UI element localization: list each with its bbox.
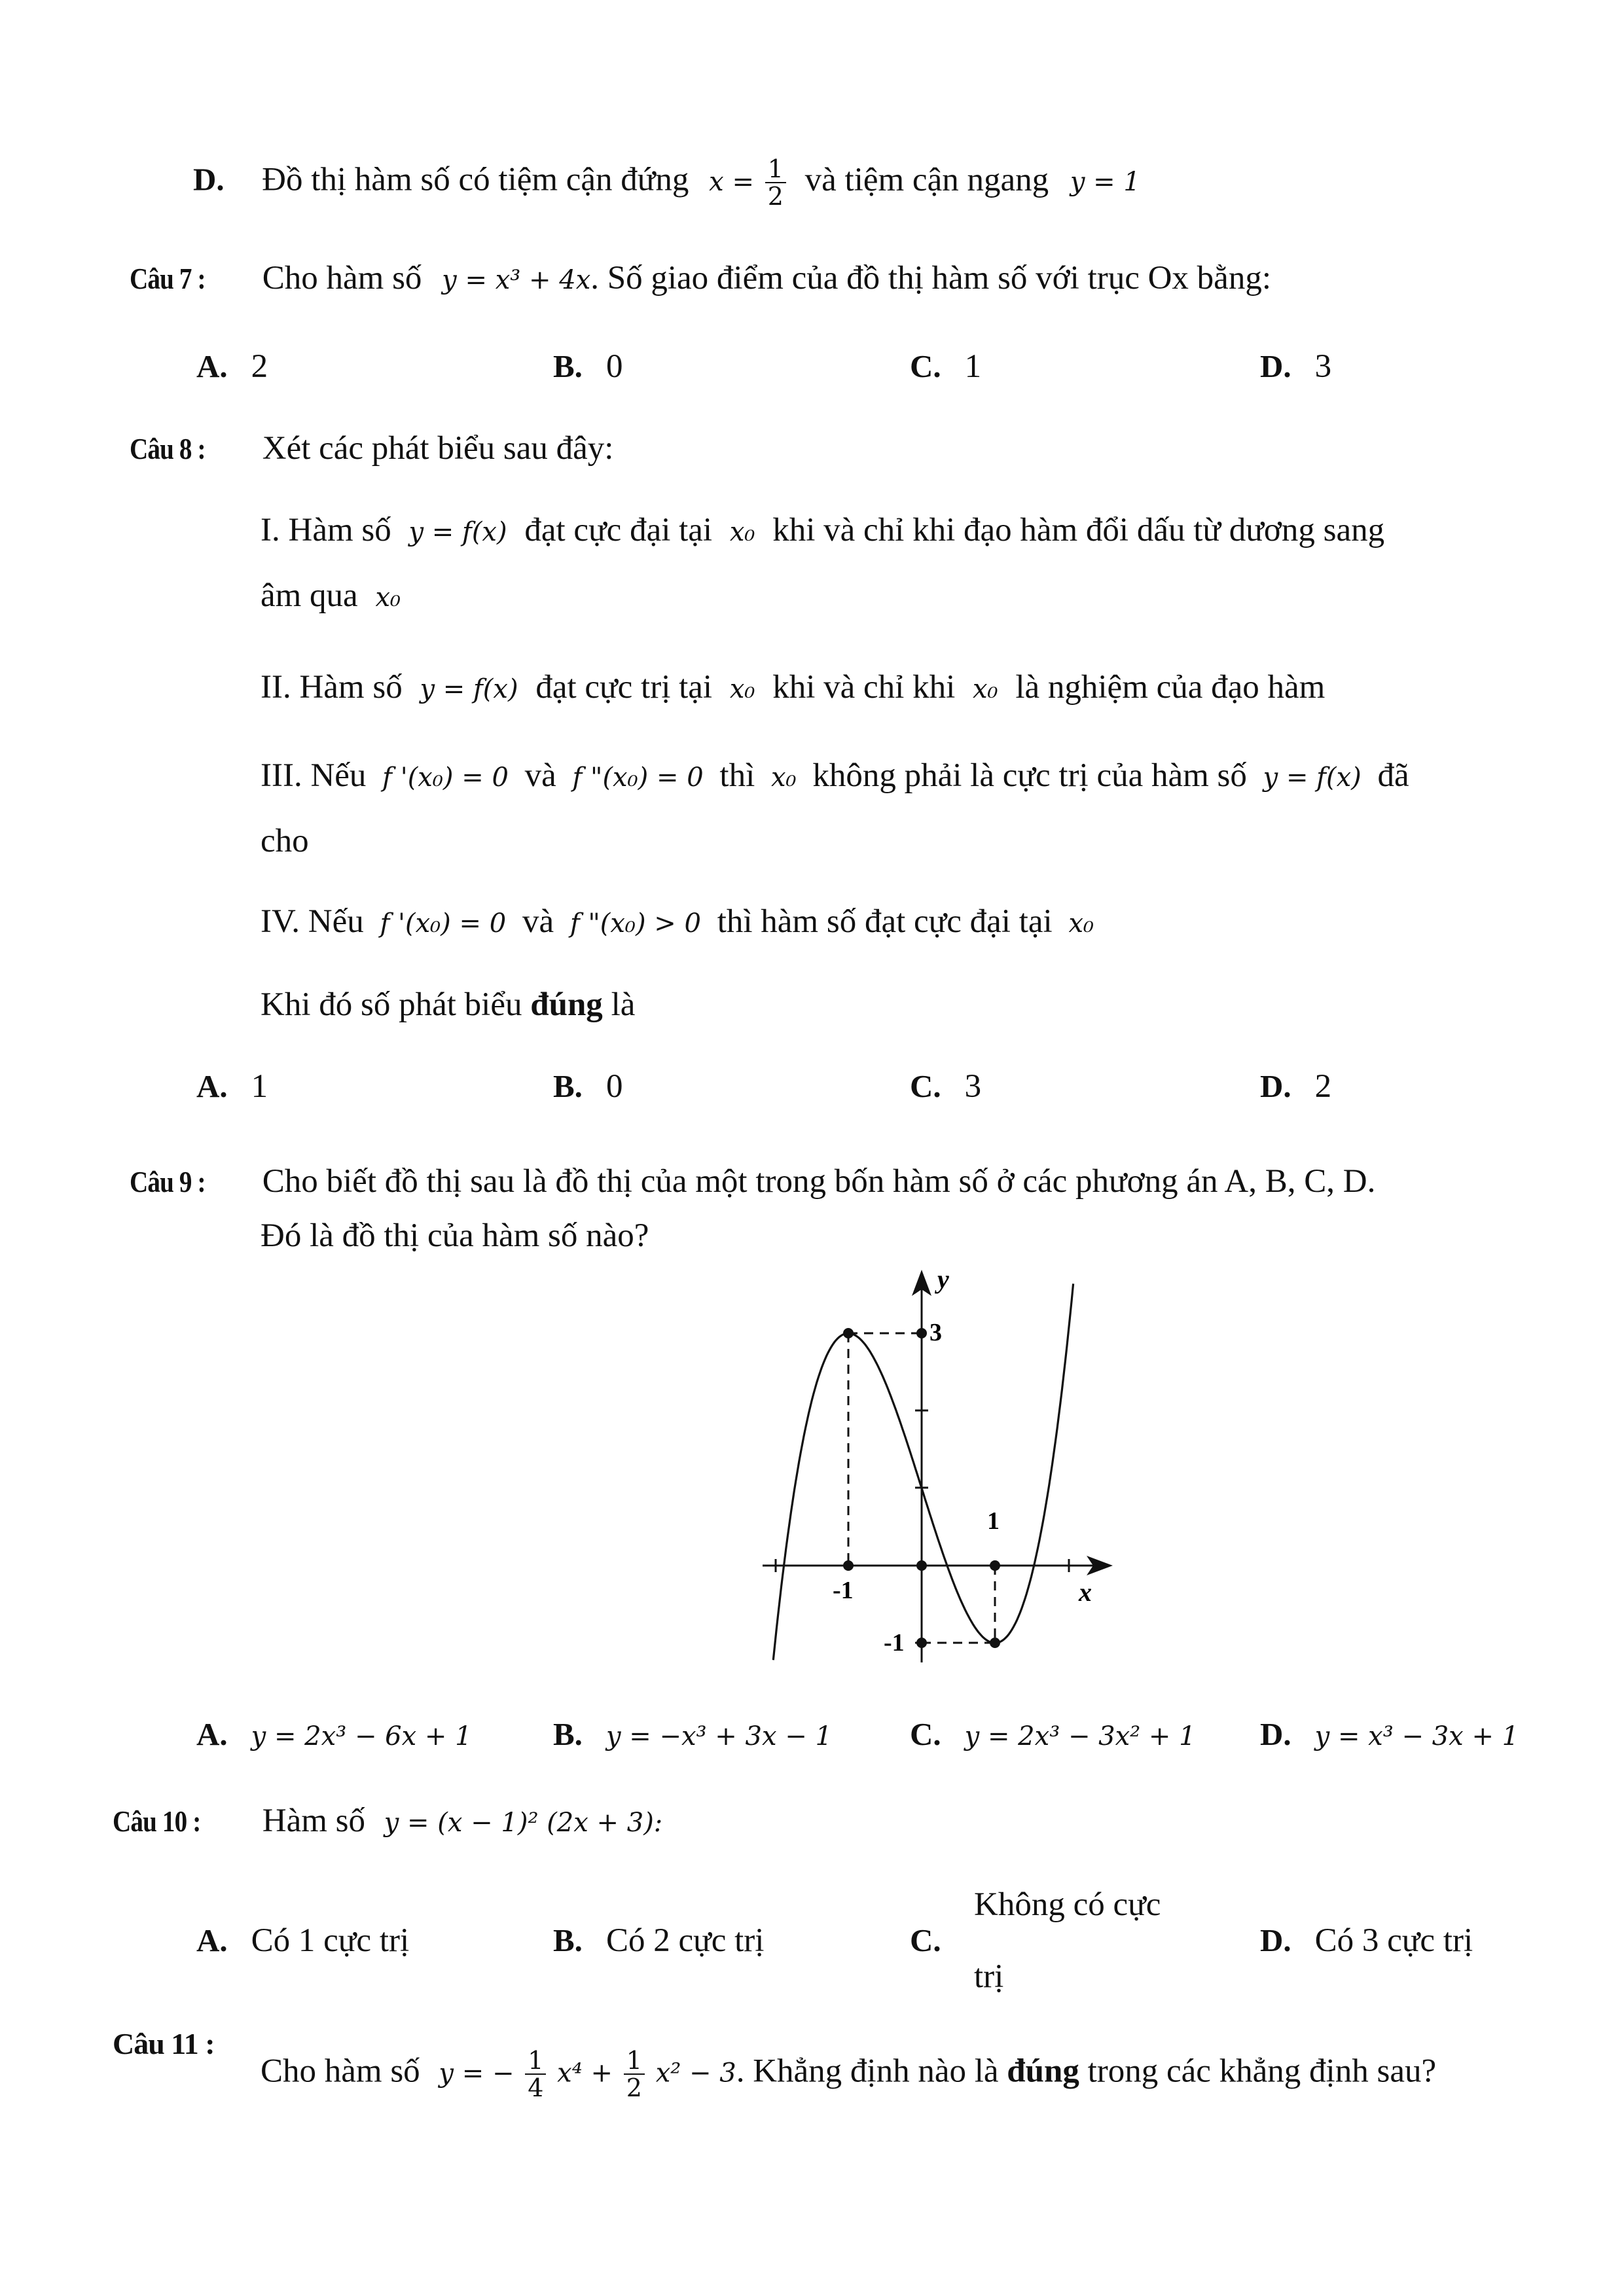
q9-option-c[interactable]: [910, 1715, 1196, 1756]
math-expression: x₀: [1068, 908, 1094, 939]
option-value: Có 1 cực trị: [251, 1922, 410, 1959]
option-text: và tiệm cận ngang: [804, 161, 1049, 198]
statement-text: IV. Nếu: [261, 903, 364, 940]
min-point: [990, 1638, 1000, 1648]
q10-option-c[interactable]: [910, 1921, 941, 1960]
statement-text: III. Nếu: [261, 757, 367, 794]
option-value: Không có cực: [974, 1886, 1161, 1923]
question-text: trong các khẳng định sau?: [1087, 2053, 1437, 2090]
option-label: C.: [910, 1716, 941, 1752]
math-expression: x² − 3: [655, 2058, 736, 2089]
y-3-label: 3: [929, 1319, 942, 1346]
math-expression: f "(x₀) > 0: [569, 908, 701, 939]
question-11-label: [113, 2024, 215, 2064]
question-9: [130, 1162, 1375, 1202]
fraction-denominator: 2: [765, 182, 786, 209]
statement-4: [261, 902, 1094, 943]
x-1-point: [990, 1560, 1000, 1571]
math-expression: y = f(x): [420, 674, 518, 704]
option-value: 1: [964, 348, 982, 385]
option-label: B.: [553, 1716, 583, 1752]
math-expression: x₀: [729, 517, 755, 547]
statement-text: đạt cực trị tại: [535, 669, 713, 706]
question-9-cont: [261, 1216, 649, 1255]
option-value: 1: [251, 1068, 268, 1105]
statement-text: đạt cực đại tại: [524, 512, 713, 548]
math-expression: y = 1: [1070, 166, 1140, 197]
math-expression: y = −: [439, 2058, 514, 2089]
question-text: . Số giao điểm của đồ thị hàm số với trục Ox bằng:: [590, 260, 1271, 296]
fraction-numerator: 1: [767, 154, 784, 183]
y-neg1-point: [916, 1638, 927, 1648]
question-text: Cho biết đồ thị sau là đồ thị của một trong bốn hàm số ở các phương án A, B, C, D.: [262, 1163, 1376, 1200]
option-value: y = 2x³ − 6x + 1: [251, 1721, 472, 1751]
question-text: Cho hàm số: [262, 260, 422, 296]
question-text: Đó là đồ thị của hàm số nào?: [261, 1217, 649, 1254]
question-label: Câu 7 :: [130, 262, 206, 295]
q9-option-a[interactable]: [196, 1715, 472, 1756]
math-expression: x₀: [729, 674, 755, 704]
option-label: A.: [196, 1068, 228, 1104]
question-label: Câu 11 :: [113, 2027, 215, 2060]
function-graph: [753, 1257, 1132, 1676]
fraction-denominator: 2: [624, 2073, 645, 2101]
q10-option-c-text: [974, 1885, 1161, 1924]
fraction-numerator: 1: [528, 2046, 544, 2075]
y-axis-label: y: [937, 1265, 949, 1294]
statement-text: I. Hàm số: [261, 512, 391, 548]
fraction-denominator: 4: [525, 2073, 546, 2101]
option-value: y = x³ − 3x + 1: [1314, 1721, 1519, 1751]
statement-text: không phải là cực trị của hàm số: [812, 757, 1247, 794]
q8-option-c[interactable]: [910, 1067, 981, 1106]
fraction-numerator: 1: [626, 2046, 642, 2075]
question-text: Cho hàm số: [261, 2053, 420, 2090]
q7-option-d[interactable]: [1260, 347, 1331, 386]
q6-option-d[interactable]: [193, 156, 1140, 209]
conclusion-text: Khi đó số phát biểu: [261, 986, 522, 1023]
math-expression: y = (x − 1)² (2x + 3):: [384, 1808, 663, 1838]
option-label: D.: [193, 161, 225, 198]
option-value: 0: [605, 348, 623, 385]
q10-option-b[interactable]: [553, 1921, 764, 1960]
q8-option-b[interactable]: [553, 1067, 623, 1106]
y-3-point: [916, 1328, 927, 1338]
math-expression: y = f(x): [1263, 762, 1362, 793]
option-label: D.: [1260, 1922, 1291, 1958]
math-expression: x⁴ +: [557, 2058, 613, 2089]
statement-text: và: [524, 757, 556, 794]
option-value: 0: [605, 1068, 623, 1105]
question-10: [113, 1801, 662, 1842]
math-expression: x₀: [375, 583, 401, 613]
question-label: Câu 8 :: [130, 432, 206, 465]
x-neg1-label: -1: [833, 1577, 854, 1604]
math-expression: x =: [709, 166, 754, 197]
option-value: y = 2x³ − 3x² + 1: [964, 1721, 1196, 1751]
x-1-label: 1: [987, 1507, 1000, 1535]
question-8: [130, 429, 613, 469]
math-expression: f '(x₀) = 0: [380, 908, 507, 939]
conclusion-text: là: [611, 986, 636, 1023]
option-label: A.: [196, 1922, 228, 1958]
option-value: Có 2 cực trị: [605, 1922, 765, 1959]
max-point: [843, 1328, 854, 1338]
math-expression: x₀: [972, 674, 998, 704]
option-value: 3: [1314, 348, 1332, 385]
option-label: C.: [910, 348, 941, 384]
statement-3-cont: [261, 821, 309, 861]
y-neg1-label: -1: [884, 1629, 905, 1657]
option-value: 2: [1314, 1068, 1332, 1105]
q10-option-c-text-2: [974, 1957, 1003, 1996]
q7-option-c[interactable]: [910, 347, 981, 386]
option-label: D.: [1260, 348, 1291, 384]
option-value: y = −x³ + 3x − 1: [605, 1721, 832, 1751]
option-value: Có 3 cực trị: [1314, 1922, 1473, 1959]
q9-option-d[interactable]: [1260, 1715, 1519, 1756]
option-label: D.: [1260, 1068, 1291, 1104]
statement-text: thì hàm số đạt cực đại tại: [717, 903, 1053, 940]
option-text: Đồ thị hàm số có tiệm cận đứng: [262, 161, 689, 198]
question-text: Xét các phát biểu sau đây:: [262, 430, 614, 467]
question-text: Hàm số: [262, 1803, 365, 1839]
statement-1: [261, 511, 1384, 552]
statement-text: và: [522, 903, 554, 940]
function-curve: [773, 1283, 1073, 1660]
question-bold: đúng: [1007, 2053, 1079, 2090]
q10-option-d[interactable]: [1260, 1921, 1473, 1960]
option-label: B.: [553, 1068, 583, 1104]
option-label: A.: [196, 348, 228, 384]
option-label: C.: [910, 1068, 941, 1104]
fraction: [525, 2047, 546, 2101]
q10-option-a[interactable]: [196, 1921, 409, 1960]
question-7: [130, 259, 1271, 300]
option-value: trị: [974, 1958, 1004, 1995]
x-neg1-point: [843, 1560, 854, 1571]
statement-1-cont: [261, 576, 401, 617]
math-expression: x₀: [771, 762, 797, 793]
question-text: . Khẳng định nào là: [736, 2053, 999, 2090]
math-expression: f '(x₀) = 0: [382, 762, 509, 793]
q7-option-a[interactable]: [196, 347, 268, 386]
question-label: Câu 10 :: [113, 1804, 201, 1838]
option-label: D.: [1260, 1716, 1291, 1752]
question-label: Câu 9 :: [130, 1165, 206, 1198]
option-value: 2: [251, 348, 268, 385]
option-label: B.: [553, 1922, 583, 1958]
statement-text: thì: [719, 757, 755, 794]
statement-text: âm qua: [261, 577, 358, 614]
statement-text: khi và chỉ khi đạo hàm đổi dấu từ dương sang: [772, 512, 1385, 548]
option-value: 3: [964, 1068, 982, 1105]
option-label: C.: [910, 1922, 941, 1958]
statement-3: [261, 756, 1409, 797]
math-expression: f "(x₀) = 0: [572, 762, 704, 793]
q9-option-b[interactable]: [553, 1715, 832, 1756]
option-label: B.: [553, 348, 583, 384]
fraction: [624, 2047, 645, 2101]
statement-text: là nghiệm của đạo hàm: [1015, 669, 1326, 706]
x-axis-label: x: [1079, 1577, 1092, 1607]
option-label: A.: [196, 1716, 228, 1752]
conclusion-bold: đúng: [530, 986, 603, 1023]
fraction: [765, 156, 786, 209]
math-expression: y = x³ + 4x: [442, 265, 591, 295]
origin-point: [916, 1560, 927, 1571]
q8-option-d[interactable]: [1260, 1067, 1331, 1106]
question-11: [261, 2047, 1436, 2101]
statement-text: II. Hàm số: [261, 669, 403, 706]
q7-option-b[interactable]: [553, 347, 623, 386]
math-expression: y = f(x): [408, 517, 507, 547]
conclusion: [261, 985, 635, 1024]
statement-2: [261, 668, 1325, 709]
statement-text: đã: [1377, 757, 1409, 794]
statement-text: khi và chỉ khi: [772, 669, 956, 706]
q8-option-a[interactable]: [196, 1067, 268, 1106]
statement-text: cho: [261, 823, 309, 859]
